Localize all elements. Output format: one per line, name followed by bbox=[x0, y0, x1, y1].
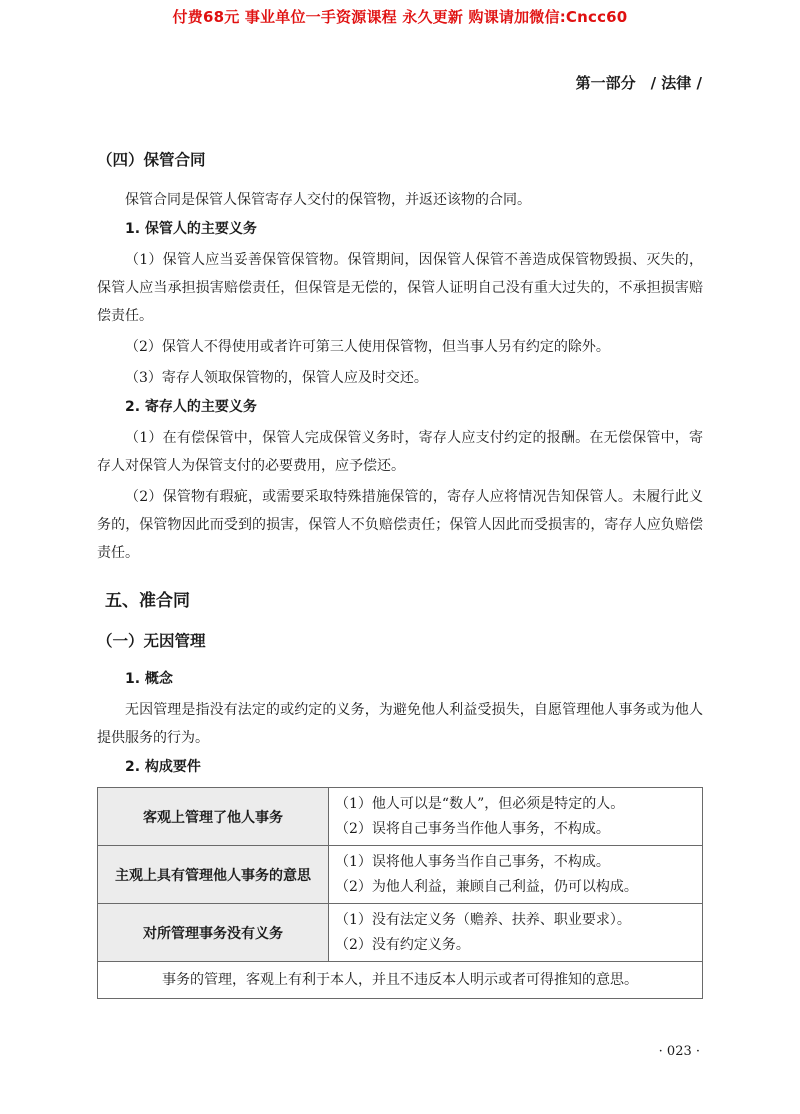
heading-quasi-contract: 五、准合同 bbox=[105, 591, 190, 611]
heading-custodian-duties: 1. 保管人的主要义务 bbox=[125, 221, 257, 237]
watermark-banner: 付费68元 事业单位一手资源课程 永久更新 购课请加微信:Cncc60 bbox=[172, 8, 628, 26]
paragraph-custodian-duty-2: （2）保管人不得使用或者许可第三人使用保管物，但当事人另有约定的除外。 bbox=[125, 339, 610, 355]
row-item: （2）误将自己事务当作他人事务，不构成。 bbox=[335, 820, 610, 837]
row-item: （2）为他人利益，兼顾自己利益，仍可以构成。 bbox=[335, 878, 638, 895]
paragraph-custodian-duty-3: （3）寄存人领取保管物的，保管人应及时交还。 bbox=[125, 370, 428, 386]
paragraph-depositor-duty-1: （1）在有偿保管中，保管人完成保管义务时，寄存人应支付约定的报酬。在无偿保管中，寄存人对保管人为保管支付的必要费用，应予偿还。 bbox=[97, 430, 703, 474]
paragraph-depositor-duty-2: （2）保管物有瑕疵，或需要采取特殊措施保管的，寄存人应将情况告知保管人。未履行此义务的，保管物因此而受到的损害，保管人不负赔偿责任；保管人因此而受损害的，寄存人应负赔偿责任。 bbox=[97, 489, 703, 561]
table-row bbox=[98, 788, 703, 846]
row-content bbox=[329, 904, 703, 962]
heading-negotiorum-gestio: （一）无因管理 bbox=[97, 632, 206, 650]
page-number: · 023 · bbox=[658, 1044, 700, 1059]
heading-depositor-duties: 2. 寄存人的主要义务 bbox=[125, 399, 257, 415]
page-content bbox=[97, 148, 703, 999]
row-label: 客观上管理了他人事务 bbox=[98, 788, 329, 846]
row-item: （1）误将他人事务当作自己事务，不构成。 bbox=[335, 853, 610, 870]
row-label: 对所管理事务没有义务 bbox=[98, 904, 329, 962]
row-label: 主观上具有管理他人事务的意思 bbox=[98, 846, 329, 904]
table-row bbox=[98, 846, 703, 904]
table-footer: 事务的管理，客观上有利于本人，并且不违反本人明示或者可得推知的意思。 bbox=[98, 962, 703, 999]
heading-concept: 1. 概念 bbox=[125, 671, 173, 687]
paragraph-custody-intro: 保管合同是保管人保管寄存人交付的保管物，并返还该物的合同。 bbox=[125, 192, 531, 208]
row-item: （2）没有约定义务。 bbox=[335, 936, 470, 953]
paragraph-concept: 无因管理是指没有法定的或约定的义务，为避免他人利益受损失，自愿管理他人事务或为他人提供服务的行为。 bbox=[97, 702, 703, 746]
paragraph-custodian-duty-1: （1）保管人应当妥善保管保管物。保管期间，因保管人保管不善造成保管物毁损、灭失的，保管人应当承担损害赔偿责任，但保管是无偿的，保管人证明自己没有重大过失的，不承担损害赔偿责任。 bbox=[97, 252, 703, 324]
heading-elements: 2. 构成要件 bbox=[125, 759, 201, 775]
row-content bbox=[329, 788, 703, 846]
table-footer-row bbox=[98, 962, 703, 999]
heading-custody-contract: （四）保管合同 bbox=[97, 151, 206, 169]
row-item: （1）没有法定义务（赡养、扶养、职业要求）。 bbox=[335, 911, 631, 928]
elements-table bbox=[97, 787, 703, 999]
row-item: （1）他人可以是“数人”，但必须是特定的人。 bbox=[335, 795, 625, 812]
running-head: 第一部分 / 法律 / bbox=[575, 74, 702, 92]
table-row bbox=[98, 904, 703, 962]
row-content bbox=[329, 846, 703, 904]
